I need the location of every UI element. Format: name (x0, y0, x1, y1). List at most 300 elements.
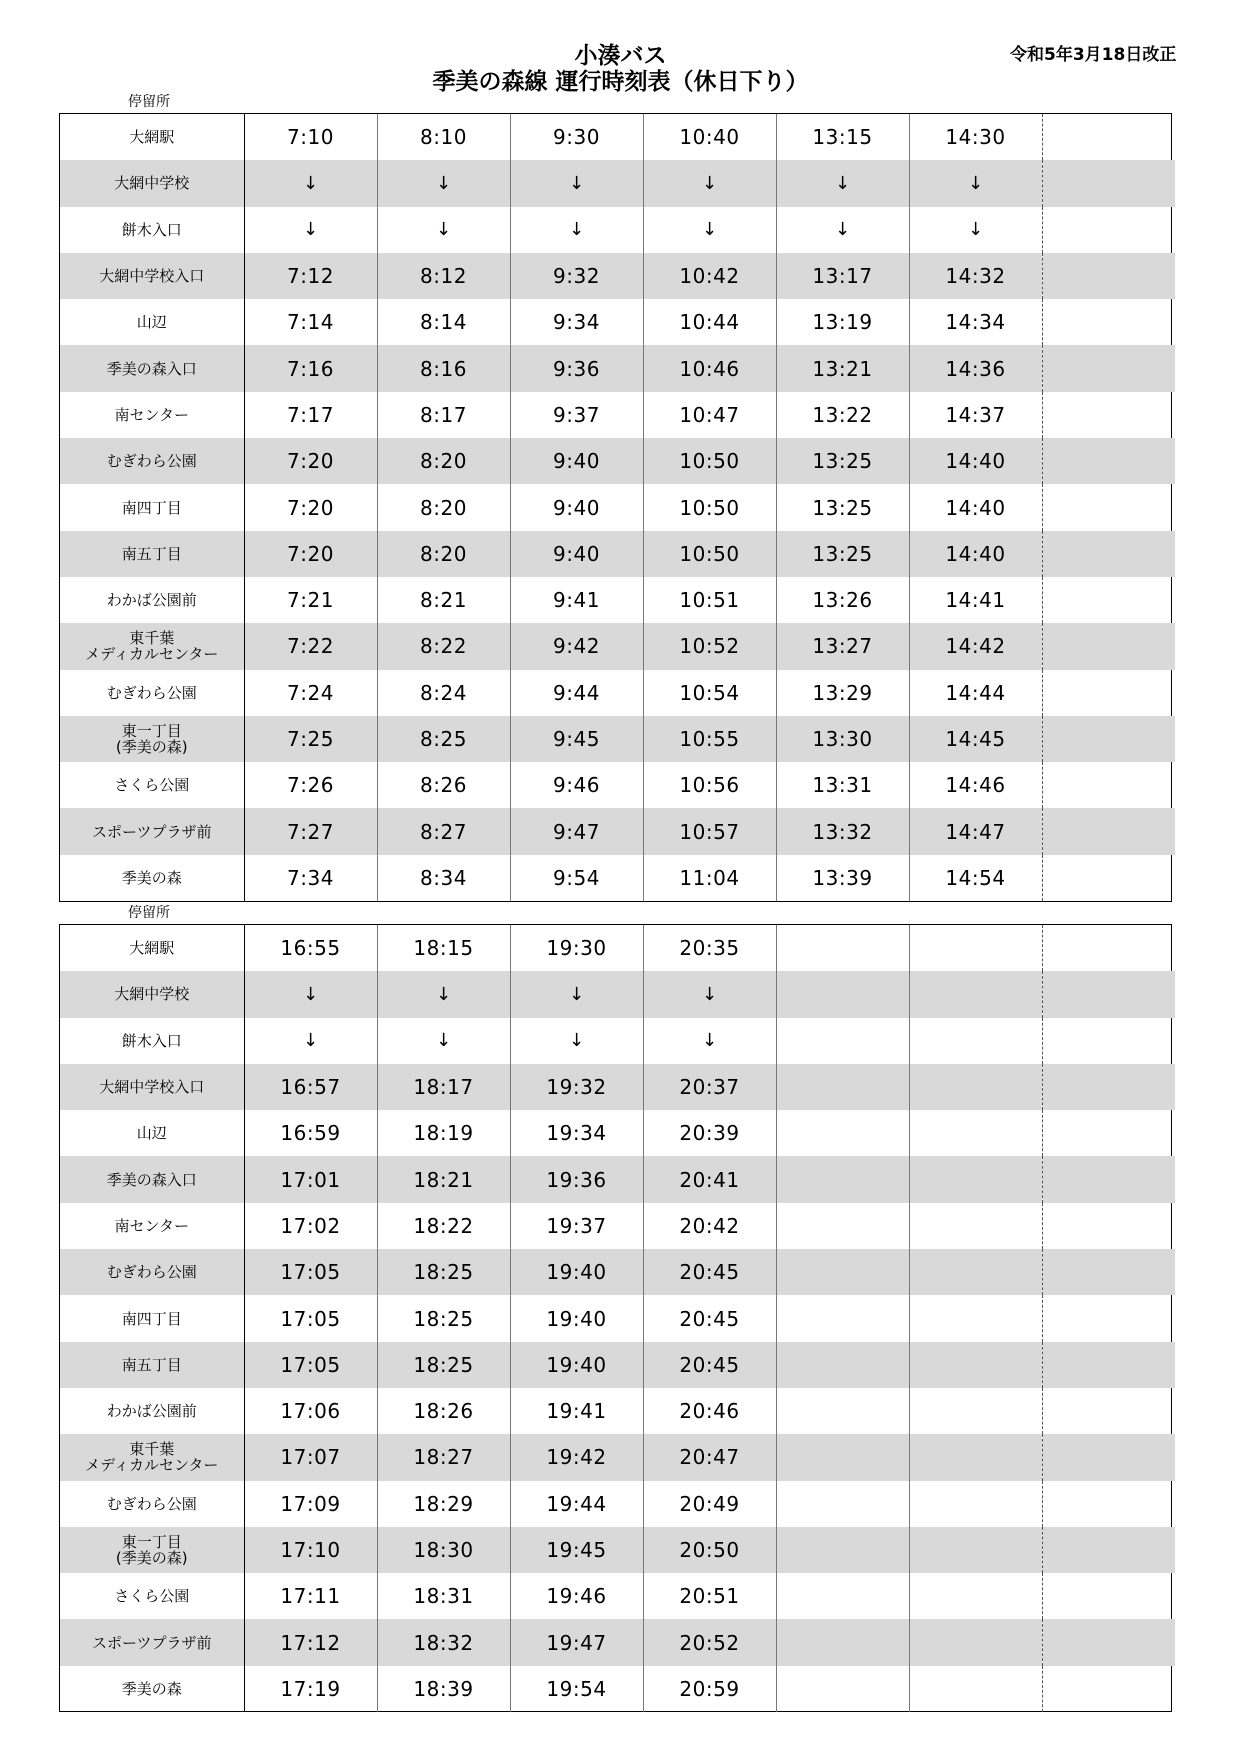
departure-time: 7:22 (244, 623, 377, 669)
departure-time: 17:06 (244, 1388, 377, 1434)
departure-time: 18:29 (377, 1481, 510, 1527)
departure-time: 18:30 (377, 1527, 510, 1573)
departure-time: 17:19 (244, 1666, 377, 1712)
departure-time: 17:07 (244, 1434, 377, 1480)
departure-time (1042, 114, 1175, 160)
departure-time: 10:42 (643, 253, 776, 299)
table-row (60, 392, 1175, 438)
stop-name: 山辺 (60, 299, 244, 345)
table-row (60, 1018, 1175, 1064)
departure-time (776, 1619, 909, 1665)
stop-name: 季美の森 (60, 855, 244, 901)
departure-time: 7:34 (244, 855, 377, 901)
departure-time: 20:45 (643, 1295, 776, 1341)
table-row (60, 1295, 1175, 1341)
departure-time (1042, 855, 1175, 901)
table-row (60, 345, 1175, 391)
departure-time: 16:59 (244, 1110, 377, 1156)
departure-time (1042, 1249, 1175, 1295)
departure-time: 9:36 (510, 345, 643, 391)
departure-time (1042, 1527, 1175, 1573)
pass-arrow-icon: ↓ (510, 160, 643, 206)
pass-arrow-icon: ↓ (377, 160, 510, 206)
departure-time (776, 1434, 909, 1480)
departure-time: 18:17 (377, 1064, 510, 1110)
departure-time (776, 1203, 909, 1249)
pass-arrow-icon: ↓ (244, 160, 377, 206)
departure-time (909, 1110, 1042, 1156)
departure-time: 10:55 (643, 716, 776, 762)
departure-time: 19:42 (510, 1434, 643, 1480)
departure-time: 14:46 (909, 762, 1042, 808)
timetable-morning (59, 113, 1172, 902)
departure-time: 13:39 (776, 855, 909, 901)
departure-time: 18:25 (377, 1249, 510, 1295)
table-row (60, 1203, 1175, 1249)
departure-time: 19:46 (510, 1573, 643, 1619)
departure-time (776, 1527, 909, 1573)
pass-arrow-icon: ↓ (510, 1018, 643, 1064)
departure-time (1042, 299, 1175, 345)
departure-time (1042, 1156, 1175, 1202)
pass-arrow-icon: ↓ (244, 971, 377, 1017)
departure-time (1042, 1388, 1175, 1434)
departure-time: 18:22 (377, 1203, 510, 1249)
departure-time (776, 1295, 909, 1341)
departure-time (1042, 1203, 1175, 1249)
departure-time: 8:16 (377, 345, 510, 391)
departure-time: 14:44 (909, 670, 1042, 716)
departure-time (909, 1573, 1042, 1619)
departure-time: 13:25 (776, 531, 909, 577)
table-row (60, 716, 1175, 762)
stop-name: むぎわら公園 (60, 670, 244, 716)
revision-date: 令和5年3月18日改正 (1010, 45, 1177, 65)
departure-time: 10:50 (643, 438, 776, 484)
departure-time: 8:25 (377, 716, 510, 762)
table-row (60, 762, 1175, 808)
table-row (60, 1527, 1175, 1573)
pass-arrow-icon: ↓ (776, 160, 909, 206)
departure-time: 19:47 (510, 1619, 643, 1665)
pass-arrow-icon: ↓ (643, 1018, 776, 1064)
departure-time (776, 971, 909, 1017)
departure-time (776, 1666, 909, 1712)
table-row (60, 808, 1175, 854)
departure-time: 17:02 (244, 1203, 377, 1249)
departure-time: 20:37 (643, 1064, 776, 1110)
departure-time (1042, 1666, 1175, 1712)
departure-time: 7:10 (244, 114, 377, 160)
stop-name: 東千葉 メディカルセンター (60, 1434, 244, 1480)
departure-time: 8:22 (377, 623, 510, 669)
departure-time (1042, 971, 1175, 1017)
departure-time: 18:26 (377, 1388, 510, 1434)
departure-time: 13:29 (776, 670, 909, 716)
departure-time: 18:39 (377, 1666, 510, 1712)
departure-time: 18:31 (377, 1573, 510, 1619)
timetable-evening (59, 924, 1172, 1712)
table-row (60, 971, 1175, 1017)
departure-time: 9:30 (510, 114, 643, 160)
departure-time: 8:10 (377, 114, 510, 160)
departure-time (1042, 531, 1175, 577)
departure-time: 10:56 (643, 762, 776, 808)
departure-time: 14:47 (909, 808, 1042, 854)
departure-time: 9:37 (510, 392, 643, 438)
departure-time: 9:40 (510, 438, 643, 484)
pass-arrow-icon: ↓ (510, 971, 643, 1017)
departure-time (909, 1295, 1042, 1341)
departure-time: 20:45 (643, 1342, 776, 1388)
departure-time (1042, 1481, 1175, 1527)
stop-name: 東一丁目 (季美の森) (60, 1527, 244, 1573)
table-row (60, 1573, 1175, 1619)
departure-time: 14:32 (909, 253, 1042, 299)
table-row (60, 1110, 1175, 1156)
departure-time: 14:36 (909, 345, 1042, 391)
pass-arrow-icon: ↓ (377, 971, 510, 1017)
stop-name: 季美の森入口 (60, 345, 244, 391)
departure-time (909, 925, 1042, 971)
departure-time: 20:59 (643, 1666, 776, 1712)
departure-time: 14:37 (909, 392, 1042, 438)
departure-time: 10:52 (643, 623, 776, 669)
departure-time (776, 925, 909, 971)
departure-time: 17:10 (244, 1527, 377, 1573)
departure-time: 10:50 (643, 531, 776, 577)
departure-time: 13:31 (776, 762, 909, 808)
departure-time: 7:25 (244, 716, 377, 762)
stop-name: 季美の森 (60, 1666, 244, 1712)
stop-name: 東千葉 メディカルセンター (60, 623, 244, 669)
table-row (60, 1249, 1175, 1295)
departure-time (909, 1342, 1042, 1388)
stop-name: 南四丁目 (60, 1295, 244, 1341)
departure-time: 10:44 (643, 299, 776, 345)
departure-time: 9:40 (510, 484, 643, 530)
departure-time (776, 1573, 909, 1619)
departure-time (1042, 925, 1175, 971)
departure-time: 13:30 (776, 716, 909, 762)
departure-time: 7:20 (244, 438, 377, 484)
departure-time: 20:42 (643, 1203, 776, 1249)
departure-time: 19:40 (510, 1249, 643, 1295)
departure-time: 9:32 (510, 253, 643, 299)
table-row (60, 1434, 1175, 1480)
departure-time: 19:45 (510, 1527, 643, 1573)
departure-time: 8:17 (377, 392, 510, 438)
departure-time (909, 1434, 1042, 1480)
pass-arrow-icon: ↓ (377, 1018, 510, 1064)
departure-time: 13:25 (776, 438, 909, 484)
table-row (60, 1481, 1175, 1527)
table-row (60, 577, 1175, 623)
departure-time: 7:17 (244, 392, 377, 438)
table-row (60, 1388, 1175, 1434)
departure-time: 13:15 (776, 114, 909, 160)
departure-time (1042, 392, 1175, 438)
departure-time (776, 1110, 909, 1156)
departure-time: 13:25 (776, 484, 909, 530)
pass-arrow-icon: ↓ (643, 160, 776, 206)
departure-time: 20:49 (643, 1481, 776, 1527)
departure-time (776, 1156, 909, 1202)
departure-time (1042, 1342, 1175, 1388)
table-row (60, 299, 1175, 345)
table-row (60, 438, 1175, 484)
departure-time: 10:47 (643, 392, 776, 438)
stop-name: さくら公園 (60, 762, 244, 808)
pass-arrow-icon: ↓ (776, 207, 909, 253)
departure-time: 19:34 (510, 1110, 643, 1156)
departure-time: 20:51 (643, 1573, 776, 1619)
stop-name: 東一丁目 (季美の森) (60, 716, 244, 762)
departure-time: 7:12 (244, 253, 377, 299)
pass-arrow-icon: ↓ (909, 160, 1042, 206)
departure-time: 20:52 (643, 1619, 776, 1665)
departure-time (1042, 1434, 1175, 1480)
departure-time (1042, 160, 1175, 206)
departure-time: 8:24 (377, 670, 510, 716)
pass-arrow-icon: ↓ (643, 207, 776, 253)
departure-time (1042, 716, 1175, 762)
departure-time: 19:37 (510, 1203, 643, 1249)
stop-name: 餅木入口 (60, 1018, 244, 1064)
stop-name: スポーツプラザ前 (60, 808, 244, 854)
stop-name: 大網駅 (60, 925, 244, 971)
departure-time: 8:26 (377, 762, 510, 808)
departure-time: 13:27 (776, 623, 909, 669)
departure-time (909, 1018, 1042, 1064)
departure-time: 17:12 (244, 1619, 377, 1665)
pass-arrow-icon: ↓ (909, 207, 1042, 253)
stop-name: むぎわら公園 (60, 1481, 244, 1527)
departure-time: 20:47 (643, 1434, 776, 1480)
departure-time: 19:32 (510, 1064, 643, 1110)
departure-time (909, 1666, 1042, 1712)
departure-time: 18:32 (377, 1619, 510, 1665)
departure-time: 18:25 (377, 1295, 510, 1341)
departure-time: 19:54 (510, 1666, 643, 1712)
stop-name: 山辺 (60, 1110, 244, 1156)
company-title: 小湊バス (574, 43, 667, 69)
departure-time: 7:16 (244, 345, 377, 391)
departure-time: 9:34 (510, 299, 643, 345)
departure-time: 10:57 (643, 808, 776, 854)
departure-time: 14:41 (909, 577, 1042, 623)
stop-name: 南五丁目 (60, 531, 244, 577)
departure-time: 9:45 (510, 716, 643, 762)
departure-time: 14:42 (909, 623, 1042, 669)
departure-time: 20:35 (643, 925, 776, 971)
table-row (60, 1156, 1175, 1202)
departure-time: 19:40 (510, 1295, 643, 1341)
stop-name: 大網中学校 (60, 971, 244, 1017)
departure-time: 18:25 (377, 1342, 510, 1388)
departure-time: 14:30 (909, 114, 1042, 160)
departure-time (909, 1481, 1042, 1527)
departure-time: 19:36 (510, 1156, 643, 1202)
pass-arrow-icon: ↓ (244, 207, 377, 253)
departure-time (909, 1527, 1042, 1573)
departure-time: 20:46 (643, 1388, 776, 1434)
departure-time (776, 1481, 909, 1527)
departure-time: 9:40 (510, 531, 643, 577)
departure-time: 8:20 (377, 484, 510, 530)
departure-time: 19:44 (510, 1481, 643, 1527)
departure-time: 13:17 (776, 253, 909, 299)
stop-name: むぎわら公園 (60, 1249, 244, 1295)
departure-time: 7:14 (244, 299, 377, 345)
departure-time (1042, 484, 1175, 530)
departure-time (776, 1064, 909, 1110)
table-row (60, 925, 1175, 971)
departure-time (909, 1388, 1042, 1434)
departure-time (1042, 345, 1175, 391)
departure-time: 9:54 (510, 855, 643, 901)
departure-time (909, 1064, 1042, 1110)
stop-name: 大網中学校入口 (60, 1064, 244, 1110)
departure-time (776, 1342, 909, 1388)
departure-time: 19:30 (510, 925, 643, 971)
departure-time: 11:04 (643, 855, 776, 901)
departure-time: 10:50 (643, 484, 776, 530)
departure-time (1042, 1573, 1175, 1619)
pass-arrow-icon: ↓ (244, 1018, 377, 1064)
stop-name: わかば公園前 (60, 577, 244, 623)
departure-time (909, 1619, 1042, 1665)
stop-name: 南センター (60, 392, 244, 438)
departure-time: 8:12 (377, 253, 510, 299)
departure-time: 10:40 (643, 114, 776, 160)
departure-time: 7:27 (244, 808, 377, 854)
departure-time (1042, 438, 1175, 484)
pass-arrow-icon: ↓ (643, 971, 776, 1017)
departure-time: 7:21 (244, 577, 377, 623)
departure-time: 14:54 (909, 855, 1042, 901)
departure-time: 20:45 (643, 1249, 776, 1295)
departure-time: 10:46 (643, 345, 776, 391)
departure-time: 14:40 (909, 531, 1042, 577)
table-row (60, 623, 1175, 669)
table-row (60, 855, 1175, 901)
departure-time: 17:01 (244, 1156, 377, 1202)
departure-time: 8:14 (377, 299, 510, 345)
departure-time: 7:24 (244, 670, 377, 716)
departure-time: 9:41 (510, 577, 643, 623)
stop-name: 大網駅 (60, 114, 244, 160)
departure-time: 8:21 (377, 577, 510, 623)
departure-time: 17:05 (244, 1295, 377, 1341)
stop-name: むぎわら公園 (60, 438, 244, 484)
departure-time (909, 1203, 1042, 1249)
table-row (60, 1342, 1175, 1388)
timetable-grid (60, 114, 1175, 901)
table-row (60, 160, 1175, 206)
stop-column-header: 停留所 (128, 94, 170, 110)
stop-name: わかば公園前 (60, 1388, 244, 1434)
table-row (60, 114, 1175, 160)
departure-time: 17:11 (244, 1573, 377, 1619)
departure-time: 14:40 (909, 438, 1042, 484)
departure-time: 17:05 (244, 1249, 377, 1295)
departure-time (1042, 1110, 1175, 1156)
departure-time: 7:26 (244, 762, 377, 808)
stop-name: 南五丁目 (60, 1342, 244, 1388)
departure-time: 20:39 (643, 1110, 776, 1156)
departure-time (1042, 762, 1175, 808)
departure-time (1042, 1064, 1175, 1110)
stop-name: 南四丁目 (60, 484, 244, 530)
stop-name: 南センター (60, 1203, 244, 1249)
departure-time (1042, 253, 1175, 299)
stop-name: 餅木入口 (60, 207, 244, 253)
departure-time: 8:34 (377, 855, 510, 901)
pass-arrow-icon: ↓ (377, 207, 510, 253)
departure-time: 19:40 (510, 1342, 643, 1388)
departure-time: 13:32 (776, 808, 909, 854)
departure-time: 9:47 (510, 808, 643, 854)
departure-time: 8:27 (377, 808, 510, 854)
timetable-grid (60, 925, 1175, 1712)
departure-time: 9:44 (510, 670, 643, 716)
table-row (60, 670, 1175, 716)
stop-name: 季美の森入口 (60, 1156, 244, 1202)
departure-time: 10:54 (643, 670, 776, 716)
departure-time (776, 1018, 909, 1064)
departure-time: 16:57 (244, 1064, 377, 1110)
departure-time (1042, 577, 1175, 623)
departure-time (1042, 670, 1175, 716)
departure-time (1042, 1295, 1175, 1341)
departure-time: 10:51 (643, 577, 776, 623)
departure-time: 17:09 (244, 1481, 377, 1527)
stop-column-header: 停留所 (128, 905, 170, 921)
table-row (60, 1666, 1175, 1712)
departure-time (1042, 623, 1175, 669)
table-row (60, 253, 1175, 299)
departure-time (776, 1249, 909, 1295)
table-row (60, 207, 1175, 253)
stop-name: スポーツプラザ前 (60, 1619, 244, 1665)
departure-time: 19:41 (510, 1388, 643, 1434)
departure-time: 8:20 (377, 438, 510, 484)
departure-time: 7:20 (244, 531, 377, 577)
departure-time: 18:15 (377, 925, 510, 971)
departure-time: 18:27 (377, 1434, 510, 1480)
departure-time: 9:46 (510, 762, 643, 808)
table-row (60, 1064, 1175, 1110)
table-row (60, 484, 1175, 530)
stop-name: 大網中学校 (60, 160, 244, 206)
departure-time: 14:45 (909, 716, 1042, 762)
departure-time: 13:26 (776, 577, 909, 623)
departure-time (909, 971, 1042, 1017)
departure-time (1042, 1018, 1175, 1064)
departure-time: 13:21 (776, 345, 909, 391)
departure-time: 7:20 (244, 484, 377, 530)
pass-arrow-icon: ↓ (510, 207, 643, 253)
table-row (60, 1619, 1175, 1665)
departure-time: 8:20 (377, 531, 510, 577)
departure-time: 13:22 (776, 392, 909, 438)
departure-time: 13:19 (776, 299, 909, 345)
departure-time (909, 1249, 1042, 1295)
stop-name: 大網中学校入口 (60, 253, 244, 299)
departure-time: 9:42 (510, 623, 643, 669)
departure-time: 20:50 (643, 1527, 776, 1573)
